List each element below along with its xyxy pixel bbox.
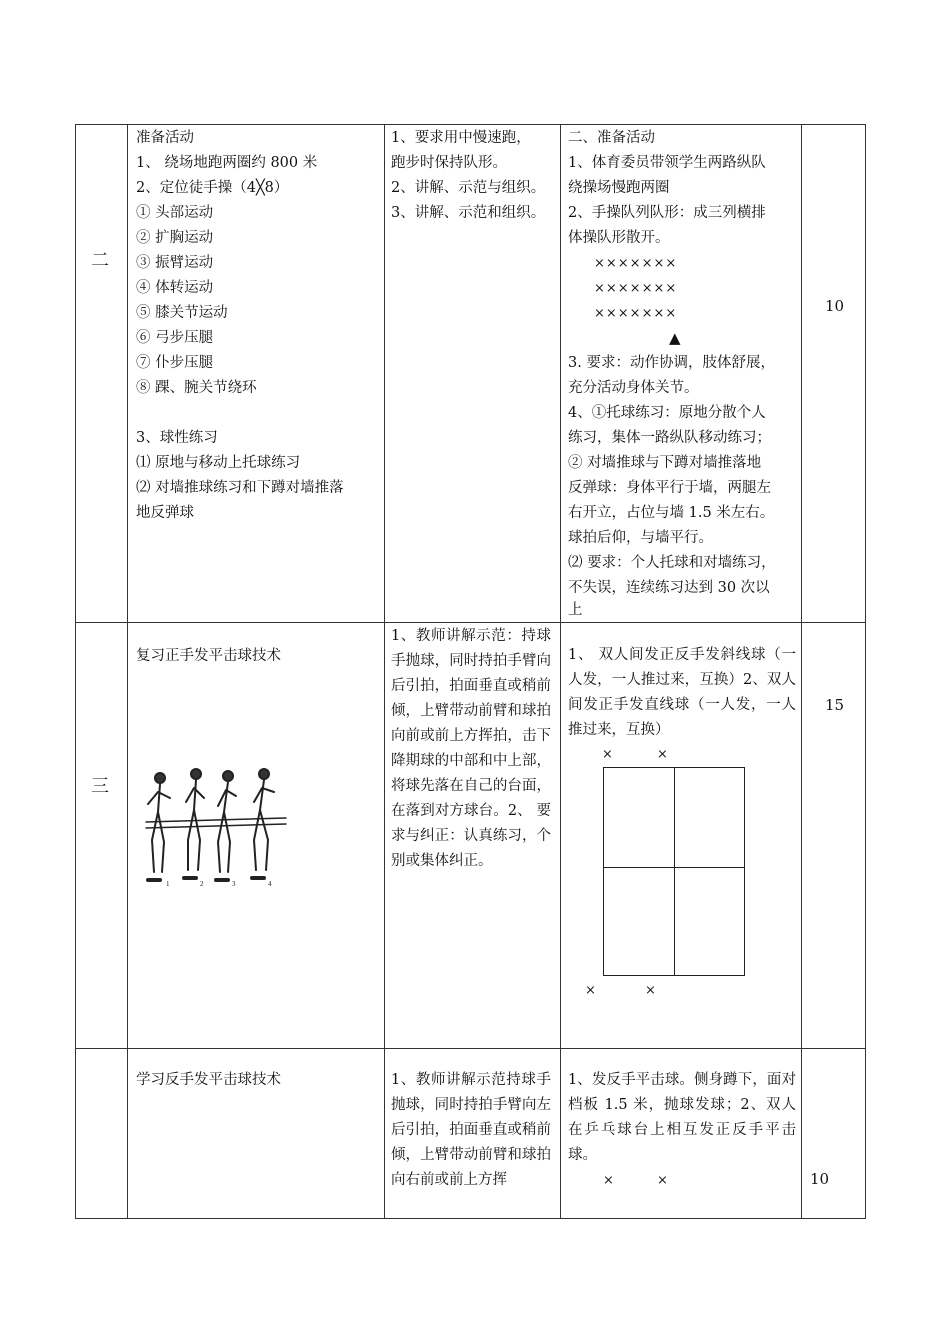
time-minutes: 15 bbox=[825, 696, 845, 714]
player-figure bbox=[252, 769, 274, 878]
content-line: ② 扩胸运动 bbox=[136, 230, 214, 246]
time-minutes: 10 bbox=[825, 297, 845, 315]
table-top-border bbox=[75, 124, 866, 125]
student-cell-text: 1、发反手平击球。侧身蹲下，面对档板 1.5 米，抛球发球；2、双人在乒乓球台上相互发正反手平击球。 bbox=[568, 1072, 796, 1163]
section-number: 三 bbox=[91, 776, 109, 797]
student-cell-text: 1、 双人间发正反手发斜线球（一人发，一人推过来，互换）2、双人间发正手发直线球（一人发，一人推过来，互换） bbox=[568, 647, 796, 738]
student-line: 充分活动身体关节。 bbox=[568, 380, 699, 396]
student-line: 右开立，占位与墙 1.5 米左右。 bbox=[568, 505, 775, 521]
content-line: 复习正手发平击球技术 bbox=[136, 648, 281, 664]
player-figure bbox=[184, 769, 204, 878]
table-net-line bbox=[604, 867, 744, 868]
column-divider bbox=[384, 124, 385, 1219]
forehand-serve-illustration bbox=[138, 762, 288, 892]
player-position-mark: × bbox=[657, 747, 668, 762]
teacher-line: 3、讲解、示范和组织。 bbox=[391, 205, 546, 221]
figure-label: 2 bbox=[200, 880, 204, 888]
formation-row: ××××××× bbox=[594, 306, 678, 321]
player-position-mark: × bbox=[603, 1173, 614, 1188]
student-line: 4、①托球练习：原地分散个人 bbox=[568, 405, 766, 421]
content-line: 1、 绕场地跑两圈约 800 米 bbox=[136, 155, 318, 171]
table-left-border bbox=[75, 124, 76, 1219]
column-divider bbox=[560, 124, 561, 1219]
content-line: ⑧ 踝、腕关节绕环 bbox=[136, 380, 257, 396]
player-position-mark: × bbox=[602, 747, 613, 762]
player-position-mark: × bbox=[585, 983, 596, 998]
teacher-line: 跑步时保持队形。 bbox=[391, 155, 507, 171]
content-line: 地反弹球 bbox=[136, 505, 194, 521]
student-line: 体操队形散开。 bbox=[568, 230, 670, 246]
teacher-cell-clip bbox=[391, 1068, 551, 1218]
content-line: ⑤ 膝关节运动 bbox=[136, 305, 228, 321]
student-line: 绕操场慢跑两圈 bbox=[568, 180, 670, 196]
row-divider bbox=[75, 622, 866, 623]
content-line: 准备活动 bbox=[136, 130, 194, 146]
table-right-border bbox=[865, 124, 866, 1219]
student-line: ② 对墙推球与下蹲对墙推落地 bbox=[568, 455, 762, 471]
row-divider bbox=[75, 1048, 866, 1049]
student-line: 上 bbox=[568, 602, 583, 618]
figure-label: 3 bbox=[232, 880, 236, 888]
ping-pong-table-diagram bbox=[603, 767, 745, 976]
content-line: ⑥ 弓步压腿 bbox=[136, 330, 214, 346]
student-line: 1、体育委员带领学生两路纵队 bbox=[568, 155, 766, 171]
content-line: ⑦ 仆步压腿 bbox=[136, 355, 214, 371]
student-line: 2、手操队列队形：成三列横排 bbox=[568, 205, 766, 221]
content-line: ④ 体转运动 bbox=[136, 280, 214, 296]
table-center-line bbox=[674, 768, 675, 975]
content-line: 2、定位徒手操（4╳8） bbox=[136, 180, 289, 196]
formation-row: ××××××× bbox=[594, 256, 678, 271]
formation-row: ××××××× bbox=[594, 281, 678, 296]
player-position-mark: × bbox=[645, 983, 656, 998]
time-minutes: 10 bbox=[810, 1170, 830, 1188]
player-figure bbox=[148, 773, 170, 880]
content-line: 3、球性练习 bbox=[136, 430, 218, 446]
content-line: 学习反手发平击球技术 bbox=[136, 1072, 281, 1088]
section-number: 二 bbox=[91, 250, 109, 271]
content-line: ⑴ 原地与移动上托球练习 bbox=[136, 455, 301, 471]
teacher-line: 2、讲解、示范与组织。 bbox=[391, 180, 546, 196]
teacher-cell-text: 1、教师讲解示范持球手抛球，同时持拍手臂向左后引拍，拍面垂直或稍前倾，上臂带动前臂和球拍向右前或前上方挥 bbox=[391, 1072, 551, 1188]
student-line: 3. 要求：动作协调，肢体舒展， bbox=[568, 355, 775, 371]
content-line: ③ 振臂运动 bbox=[136, 255, 214, 271]
player-position-mark: × bbox=[657, 1173, 668, 1188]
student-line: 不失误，连续练习达到 30 次以 bbox=[568, 580, 770, 596]
teacher-cell-text: 1、教师讲解示范：持球手抛球，同时持拍手臂向后引拍，拍面垂直或稍前倾，上臂带动前臂和球拍向前或前上方挥拍，击下降期球的中部和中上部，将球先落在自己的台面，在落到对方球台。2、 要求与纠正：认真练习，个别或集体纠正。 bbox=[391, 628, 551, 869]
content-line: ⑵ 对墙推球练习和下蹲对墙推落 bbox=[136, 480, 344, 496]
student-line: 二、准备活动 bbox=[568, 130, 655, 146]
student-line: ⑵ 要求：个人托球和对墙练习， bbox=[568, 555, 776, 571]
column-divider bbox=[801, 124, 802, 1219]
figure-label: 4 bbox=[268, 880, 272, 888]
teacher-line: 1、要求用中慢速跑， bbox=[391, 130, 531, 146]
table-bottom-border bbox=[75, 1218, 866, 1219]
student-line: 反弹球：身体平行于墙，两腿左 bbox=[568, 480, 771, 496]
teacher-position-marker: ▲ bbox=[669, 329, 681, 347]
content-line: ① 头部运动 bbox=[136, 205, 214, 221]
student-line: 练习，集体一路纵队移动练习； bbox=[568, 430, 771, 446]
figure-label: 1 bbox=[166, 880, 170, 888]
student-line: 球拍后仰，与墙平行。 bbox=[568, 530, 713, 546]
column-divider bbox=[127, 124, 128, 1219]
